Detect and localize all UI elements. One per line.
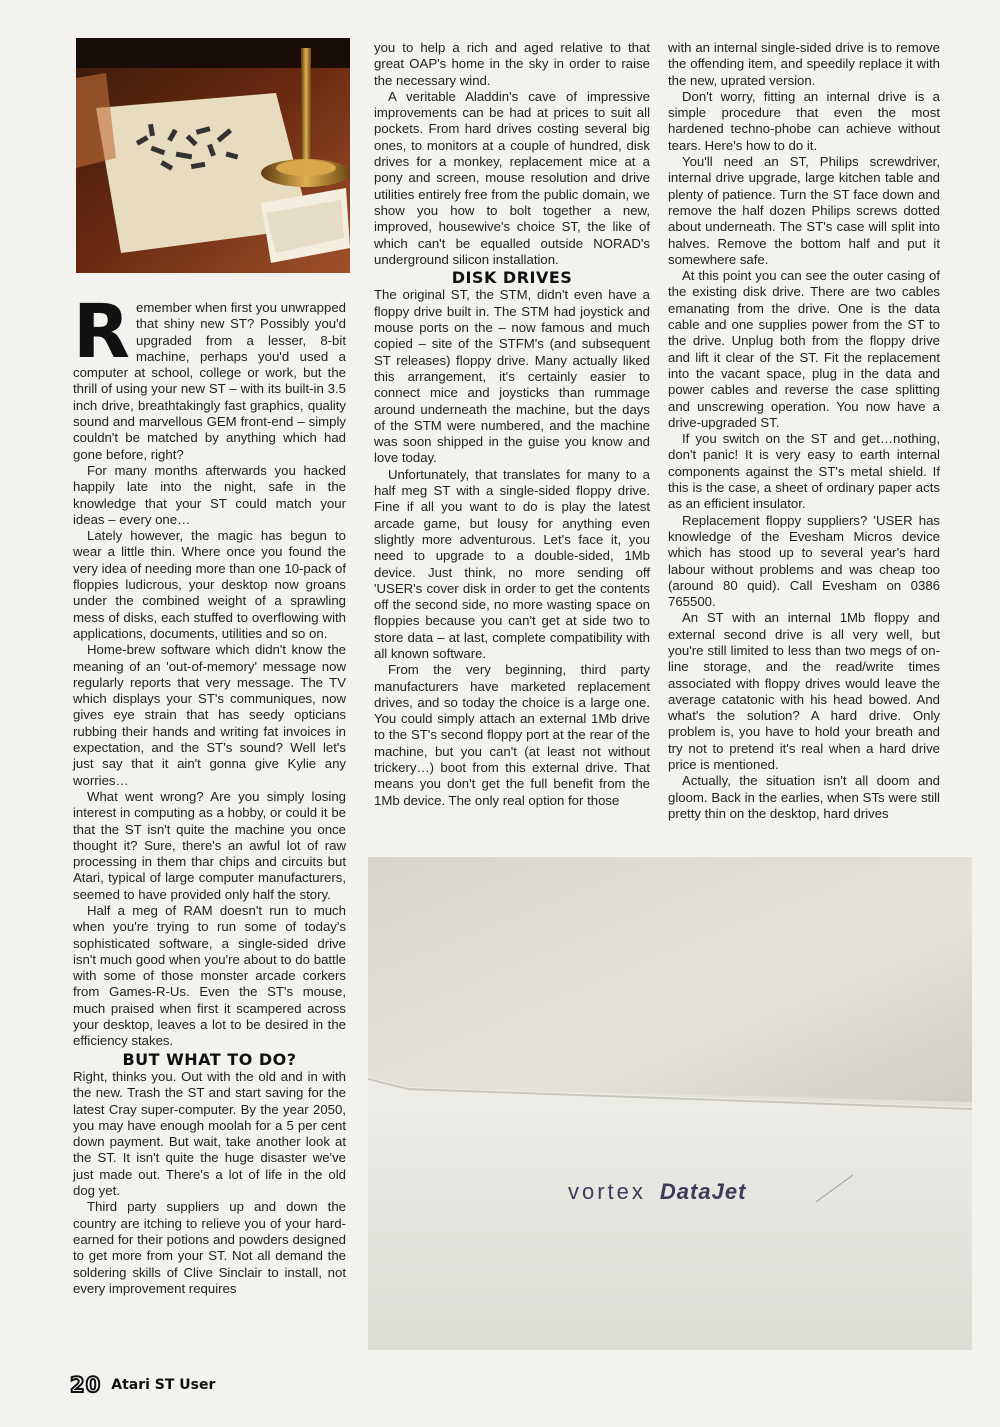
- paragraph: An ST with an internal 1Mb floppy and external second drive is all very well, but you're still limited to less than two megs of on-line storage, and the read/write times associated with floppy drives would leave the average catatonic with his head bowed. And what's the solution? A hard drive. Only problem is, you have to hold your breath and try not to pretend it's real when a hard drive price is mentioned.: [668, 610, 940, 773]
- brand-datajet: DataJet: [659, 1179, 747, 1204]
- page-number: 20: [70, 1373, 102, 1397]
- paragraph: If you switch on the ST and get…nothing, don't panic! It is very easy to earth internal components against the ST's metal shield. If this is the case, a sheet of ordinary paper acts as an efficient insulator.: [668, 431, 940, 512]
- paragraph: you to help a rich and aged relative to that great OAP's home in the sky in order to raise the necessary wind.: [374, 40, 650, 88]
- drop-cap: R: [73, 289, 130, 375]
- paragraph: The original ST, the STM, didn't even have a floppy drive built in. The STM had joystick and mouse ports on the – now famous and much copied – site of the STFM's (and subsequent ST releases) floppy drive. Many actually liked this arrangement, it's certainly easier to connect mice and joysticks than rummage around underneath the machine, but the days of the STM were numbered, and the machine was soon shipped in the guise you know and love today.: [374, 287, 650, 466]
- paragraph: emember when first you unwrapped that shiny new ST? Possibly you'd upgraded from a lesser, 8-bit machine, perhaps you'd used a computer at school, college or work, but the thrill of using your new ST – with its built-in 3.5 inch drive, breathtakingly fast graphics, quality sound and marvellous GEM front-end – simply couldn't be matched by anything which had gone before, right?: [73, 300, 346, 462]
- article-column-2: [374, 40, 650, 809]
- paragraph: What went wrong? Are you simply losing interest in computing as a hobby, or could it be that the ST isn't quite the machine you once thought it? Sure, there's an awful lot of raw processing in them thar chips and circuits but Atari, typical of large computer manufacturers, seemed to have provided only half the story.: [73, 788, 346, 902]
- article-column-3: [668, 40, 940, 822]
- paragraph: Half a meg of RAM doesn't run to much when you're trying to run some of today's sophisticated software, a single-sided drive isn't much good when you're about to do battle with some of those monster arcade corkers from Games-R-Us. Even the ST's mouse, much praised when first it scampered across your desktop, leaves a lot to be desired in the efficiency stakes.: [73, 902, 346, 1049]
- components-photo: [76, 38, 350, 273]
- paragraph: A veritable Aladdin's cave of impressive improvements can be had at prices to suit all pockets. From hard drives costing several big ones, to monitors at a couple of hundred, disk drives for a monkey, replacement mice at a pony and screen, mouse resolution and drive utilities entirely free from the public domain, we show you how to bolt together a new, improved, housewive's choice ST, the like of which can't be equalled outside NORAD's underground silicon installation.: [374, 88, 650, 267]
- paragraph: From the very beginning, third party manufacturers have marketed replacement drives, and so today the choice is a large one. You could simply attach an external 1Mb drive to the ST's second floppy port at the rear of the machine, but you can't (at least not without trickery…) boot from this external drive. That means you don't get the full benefit from the 1Mb device. The only real option for those: [374, 662, 650, 808]
- paragraph: with an internal single-sided drive is to remove the offending item, and speedily replace it with the new, uprated version.: [668, 40, 940, 88]
- page-footer: [70, 1372, 215, 1398]
- hard-drive-photo: [368, 857, 972, 1350]
- paragraph: Home-brew software which didn't know the meaning of an 'out-of-memory' message now regularly reports that very message. The TV which displays your ST's communiques, now gives eye strain that has seedy opticians rubbing their hands and writing fat invoices in expectation, and the ST's sound? Well let's just say that it ain't gonna give Kylie any worries…: [73, 642, 346, 788]
- paragraph: Actually, the situation isn't all doom and gloom. Back in the earlies, when STs were still pretty thin on the desktop, hard drives: [668, 773, 940, 821]
- paragraph: Unfortunately, that translates for many to a half meg ST with a single-sided floppy drive. Fine if all you want to do is play the latest arcade game, but lousy for anything even slightly more adventurous. Let's face it, you need to upgrade to a double-sided, 1Mb device. Just think, no more sending off 'USER's cover disk in order to get the contents off the second side, no more wasting space on floppies because you can't get at side two to store data – at last, complete compatibility with all known software.: [374, 466, 650, 661]
- brand-vortex: vortex: [568, 1179, 646, 1204]
- paragraph: Third party suppliers up and down the country are itching to relieve you of your hard-earned for their potions and powders designed to get more from your ST. Not all demand the soldering skills of Clive Sinclair to install, not every improvement requires: [73, 1199, 346, 1296]
- paragraph: You'll need an ST, Philips screwdriver, internal drive upgrade, large kitchen table and plenty of patience. Turn the ST face down and remove the half dozen Philips screws dotted about underneath. The ST's case will split into halves. Remove the bottom half and put it somewhere safe.: [668, 154, 940, 267]
- magazine-title: Atari ST User: [111, 1377, 216, 1393]
- vortex-datajet-logo: [568, 1179, 746, 1205]
- article-column-1: [73, 289, 346, 1297]
- hard-drive-icon: [368, 857, 972, 1350]
- section-heading: BUT WHAT TO DO?: [122, 1049, 297, 1069]
- section-heading: DISK DRIVES: [451, 268, 573, 288]
- paragraph: At this point you can see the outer casing of the existing disk drive. There are two cables emanating from the drive. One is the data cable and one supplies power from the ST to the drive. Unplug both from the floppy drive and lift it clear of the ST. Fit the replacement into the vacant space, plug in the data and power cables and reverse the case splitting and unscrewing operation. You now have a drive-upgraded ST.: [668, 268, 940, 430]
- components-on-desk-icon: [76, 38, 350, 273]
- paragraph: Right, thinks you. Out with the old and in with the new. Trash the ST and start saving for the latest Cray super-computer. By the year 2050, you may have enough moolah for a 5 per cent down payment. But wait, take another look at the ST. It isn't quite the huge disaster we've just made out. There's a lot of life in the old dog yet.: [73, 1068, 346, 1199]
- paragraph: Don't worry, fitting an internal drive is a simple procedure that even the most hardened techno-phobe can achieve without tears. Here's how to do it.: [668, 88, 940, 153]
- paragraph: For many months afterwards you hacked happily late into the night, safe in the knowledge that your ST could match your ideas – every one…: [73, 462, 346, 527]
- paragraph: Replacement floppy suppliers? 'USER has knowledge of the Evesham Micros device which has stood up to several year's hard labour without problems and was cheap too (around 80 quid). Call Evesham on 0386 765500.: [668, 512, 940, 610]
- paragraph: Lately however, the magic has begun to wear a little thin. Where once you found the very idea of needing more than one 10-pack of floppies ludicrous, your desktop now groans under the combined weight of a sprawling mess of disks, each stuffed to overflowing with applications, documents, utilities and so on.: [73, 528, 346, 641]
